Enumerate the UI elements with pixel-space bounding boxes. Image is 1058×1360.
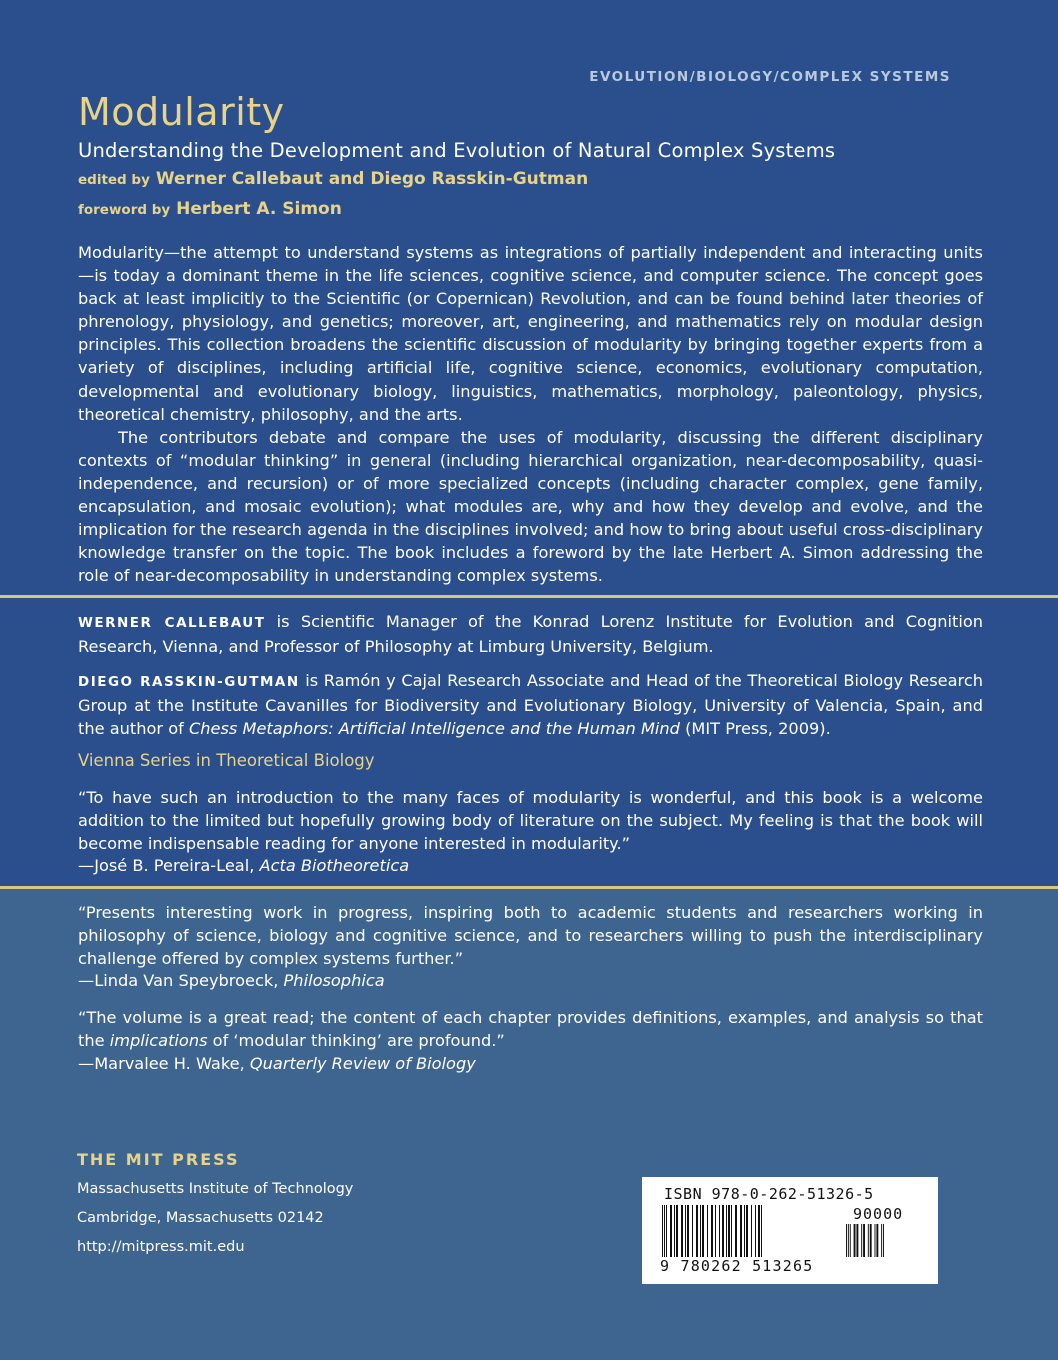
barcode-bar — [861, 1224, 862, 1257]
barcode-bar — [848, 1224, 849, 1257]
barcode-bar — [664, 1205, 665, 1257]
barcode-bar — [692, 1205, 693, 1257]
quote-text-part: of ‘modular thinking’ are profound.” — [207, 1030, 505, 1050]
barcode-bar — [875, 1224, 876, 1257]
quote-emphasis: implications — [109, 1030, 208, 1050]
description-paragraph: The contributors debate and compare the uses of modularity, discussing the different disciplinary contexts of “modular thinking” in general (including hierarchical organization, near-decomposability, quasi-independence, and recursion) or of more specialized concepts (including character complex, gene family, encapsulation, and mosaic evolution); what modules are, why and how they develop and evolve, and the implication for the research agenda in the disciplines involved; and how to bring about useful cross-disciplinary knowledge transfer on the topic. The book includes a foreword by the late Herbert A. Simon addressing the role of near-decomposability in understanding complex systems. — [78, 427, 983, 586]
barcode-bar — [850, 1224, 851, 1257]
bio-name: DIEGO RASSKIN-GUTMAN — [78, 674, 300, 690]
barcode-bar — [685, 1205, 686, 1257]
barcode-bar — [863, 1224, 865, 1257]
subject-category: EVOLUTION/BIOLOGY/COMPLEX SYSTEMS — [589, 69, 951, 85]
barcode-bar — [719, 1205, 720, 1257]
barcode-bar — [746, 1205, 748, 1257]
barcode-bar — [740, 1205, 742, 1257]
foreword-author: Herbert A. Simon — [176, 199, 342, 219]
barcode-bar — [687, 1205, 689, 1257]
barcode-bar — [711, 1205, 713, 1257]
barcode-bar — [854, 1224, 856, 1257]
quote-attribution — [78, 970, 983, 993]
barcode-bar — [881, 1224, 882, 1257]
publisher-address: Cambridge, Massachusetts 02142 — [77, 1210, 324, 1226]
bio-text: is Ramón y Cajal Research Associate and Head of the Theoretical Biology Research Group at the Institute Cavanilles for Biodiversity and Evolutionary Biology, University of Valencia, Spain, and the author of — [78, 671, 983, 739]
author-bio — [78, 610, 983, 658]
barcode-bar — [728, 1205, 730, 1257]
barcode-bar — [870, 1224, 872, 1257]
author-bio — [78, 669, 983, 740]
barcode-bar — [846, 1224, 847, 1257]
quote-author: —Marvalee H. Wake, — [78, 1053, 250, 1073]
description-paragraph: Modularity—the attempt to understand systems as integrations of partially independent and interacting units—is today a dominant theme in the life sciences, cognitive science, and computer science. The concept goes back at least implicitly to the Scientific (or Copernican) Revolution, and can be found behind later theories of phrenology, physiology, and genetics; moreover, art, engineering, and mathematics rely on modular design principles. This collection broadens the scientific discussion of modularity by bringing together experts from a variety of disciplines, including artificial life, cognitive science, economics, evolutionary computation, developmental and evolutionary biology, linguistics, mathematics, morphology, paleontology, physics, theoretical chemistry, philosophy, and the arts. — [78, 243, 983, 424]
quote-text: “To have such an introduction to the many faces of modularity is wonderful, and this book is a welcome addition to the limited but hopefully growing body of literature on the subject. My feeling is that the book will become indispensable reading for anyone interested in modularity.” — [78, 788, 983, 853]
addon-barcode-bars — [846, 1224, 918, 1257]
ean-number: 9 780262 513265 — [660, 1257, 814, 1275]
quote-source: Quarterly Review of Biology — [249, 1053, 476, 1073]
bio-name: WERNER CALLEBAUT — [78, 615, 266, 631]
book-description — [78, 241, 983, 587]
book-title: Modularity — [78, 90, 285, 134]
barcode-bar — [700, 1205, 701, 1257]
quote-source: Philosophica — [283, 971, 385, 991]
quote-text: “Presents interesting work in progress, inspiring both to academic students and researchers working in philosophy of science, biology and cognitive science, and to researchers willing to push the interdisciplinary challenge offered by complex systems further.” — [78, 903, 983, 968]
price-addon-number: 90000 — [853, 1205, 904, 1223]
editors-lead: edited by — [78, 172, 150, 188]
barcode-bar — [666, 1205, 667, 1257]
ean-barcode-bars — [662, 1205, 842, 1257]
barcode-bar — [662, 1205, 663, 1257]
quote-text-part: “The volume is a great read; the content of each chapter provides definitions, examples, and analysis so that the — [78, 1008, 983, 1050]
barcode-bar — [670, 1205, 672, 1257]
barcode-bar — [726, 1205, 727, 1257]
bio-text: (MIT Press, 2009). — [679, 719, 831, 739]
barcode-bar — [696, 1205, 698, 1257]
series-name: Vienna Series in Theoretical Biology — [78, 751, 375, 770]
foreword-line — [78, 199, 342, 219]
isbn-text: ISBN 978-0-262-51326-5 — [664, 1185, 874, 1203]
editors-line — [78, 169, 588, 189]
barcode-bar — [883, 1224, 884, 1257]
quote-attribution — [78, 1053, 983, 1076]
isbn-barcode — [642, 1177, 938, 1284]
barcode-bar — [715, 1205, 716, 1257]
barcode-bar — [735, 1205, 737, 1257]
divider-rule — [0, 886, 1058, 889]
review-quote — [78, 1007, 983, 1075]
book-subtitle: Understanding the Development and Evolution of Natural Complex Systems — [78, 139, 836, 162]
publisher-address: Massachusetts Institute of Technology — [77, 1181, 354, 1197]
editor-names: Werner Callebaut and Diego Rasskin-Gutman — [155, 169, 589, 189]
barcode-bar — [761, 1205, 762, 1257]
foreword-lead: foreword by — [78, 202, 171, 218]
barcode-bar — [681, 1205, 683, 1257]
bio-text: is Scientific Manager of the Konrad Lorenz Institute for Evolution and Cognition Research, Vienna, and Professor of Philosophy at Limburg University, Belgium. — [78, 612, 983, 657]
barcode-bar — [868, 1224, 869, 1257]
barcode-bar — [707, 1205, 708, 1257]
quote-author: —Linda Van Speybroeck, — [78, 971, 284, 991]
barcode-bar — [702, 1205, 704, 1257]
quote-text — [78, 1007, 983, 1053]
barcode-bar — [751, 1205, 752, 1257]
publisher-name: THE MIT PRESS — [77, 1150, 240, 1169]
barcode-bar — [755, 1205, 756, 1257]
barcode-bar — [676, 1205, 678, 1257]
quote-attribution — [78, 855, 983, 878]
review-quote — [78, 787, 983, 878]
review-quote — [78, 902, 983, 993]
barcode-bar — [876, 1224, 878, 1257]
barcode-bar — [856, 1224, 858, 1257]
bio-book-title: Chess Metaphors: Artificial Intelligence and the Human Mind — [188, 719, 680, 739]
quote-author: —José B. Pereira-Leal, — [78, 856, 260, 876]
publisher-url: http://mitpress.mit.edu — [77, 1239, 245, 1255]
quote-source: Acta Biotheoretica — [259, 856, 410, 876]
barcode-bar — [674, 1205, 675, 1257]
divider-rule — [0, 595, 1058, 598]
barcode-bar — [731, 1205, 732, 1257]
barcode-bar — [722, 1205, 724, 1257]
barcode-bar — [758, 1205, 760, 1257]
barcode-bar — [744, 1205, 745, 1257]
